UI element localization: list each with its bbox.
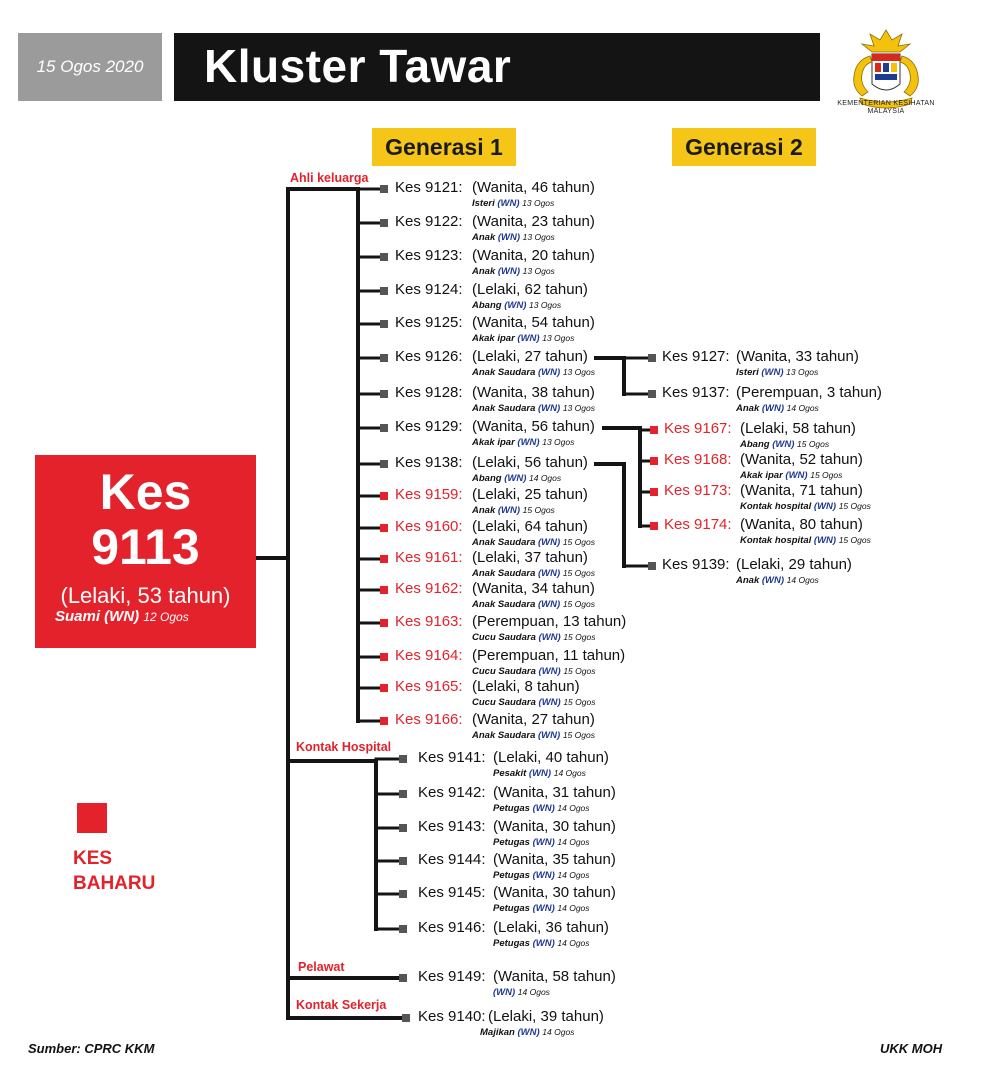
branch-label-coworker: Kontak Sekerja <box>296 998 387 1012</box>
case-nationality: (WN) <box>538 403 561 414</box>
case-date: 15 Ogos <box>838 535 871 545</box>
new-case-marker <box>380 653 388 661</box>
case-relation: Anak <box>736 575 760 586</box>
case-relation-line <box>493 803 590 814</box>
case-date: 15 Ogos <box>797 439 830 449</box>
case-date: 14 Ogos <box>557 938 590 948</box>
case-nationality: (WN) <box>497 266 521 277</box>
case-id: Kes 9121: <box>395 179 463 196</box>
case-relation: Abang <box>472 473 502 484</box>
case-id: Kes 9162: <box>395 580 463 597</box>
case-info: (Lelaki, 36 tahun) <box>493 919 609 936</box>
case-date: 14 Ogos <box>553 768 586 778</box>
case-info: (Wanita, 58 tahun) <box>493 968 616 985</box>
case-id: Kes 9126: <box>395 348 463 365</box>
case-nationality: (WN) <box>813 501 837 512</box>
case-id: Kes 9166: <box>395 711 463 728</box>
case-marker <box>380 424 388 432</box>
case-info: (Lelaki, 64 tahun) <box>472 518 588 535</box>
case-date: 15 Ogos <box>563 697 596 707</box>
case-nationality: (WN) <box>517 437 540 448</box>
case-relation-line <box>472 403 595 414</box>
case-relation: Cucu Saudara <box>472 697 536 708</box>
case-info: (Wanita, 20 tahun) <box>472 247 595 264</box>
case-relation: Kontak hospital <box>740 501 812 512</box>
case-marker <box>399 925 407 933</box>
case-relation: Majikan <box>480 1027 515 1038</box>
new-case-marker <box>380 555 388 563</box>
case-date: 15 Ogos <box>522 505 555 515</box>
case-marker <box>399 890 407 898</box>
case-marker <box>380 287 388 295</box>
case-id: Kes 9143: <box>418 818 486 835</box>
case-relation-line <box>472 437 574 448</box>
case-nationality: (WN) <box>538 666 561 677</box>
case-id: Kes 9167: <box>664 420 732 437</box>
case-relation-line <box>472 266 555 277</box>
case-relation: Isteri <box>736 367 759 378</box>
case-id: Kes 9144: <box>418 851 486 868</box>
case-id: Kes 9173: <box>664 482 732 499</box>
case-relation: Petugas <box>493 938 530 949</box>
case-relation-line <box>472 505 555 516</box>
case-id: Kes 9139: <box>662 556 730 573</box>
case-relation: Akak ipar <box>472 437 515 448</box>
case-relation-line <box>472 537 595 548</box>
case-marker <box>648 390 656 398</box>
case-nationality: (WN) <box>528 768 552 779</box>
case-info: (Lelaki, 27 tahun) <box>472 348 588 365</box>
case-relation-line <box>740 535 871 546</box>
case-relation-line <box>493 987 550 998</box>
case-relation-line <box>472 367 595 378</box>
case-info: (Lelaki, 56 tahun) <box>472 454 588 471</box>
case-info: (Wanita, 56 tahun) <box>472 418 595 435</box>
case-info: (Wanita, 54 tahun) <box>472 314 595 331</box>
case-id: Kes 9138: <box>395 454 463 471</box>
case-date: 14 Ogos <box>557 837 590 847</box>
case-relation: Pesakit <box>493 768 527 779</box>
case-relation-line <box>472 300 561 311</box>
case-date: 15 Ogos <box>562 537 595 547</box>
branch-label-visitor: Pelawat <box>298 960 345 974</box>
index-case-kes-label: Kes <box>99 464 192 520</box>
case-marker <box>402 1014 410 1022</box>
case-date: 15 Ogos <box>810 470 843 480</box>
index-case-relation <box>55 608 189 625</box>
case-nationality: (WN) <box>785 470 808 481</box>
case-relation: Petugas <box>493 837 530 848</box>
case-id: Kes 9160: <box>395 518 463 535</box>
case-info: (Lelaki, 62 tahun) <box>472 281 588 298</box>
case-info: (Lelaki, 40 tahun) <box>493 749 609 766</box>
case-nationality: (WN) <box>517 333 540 344</box>
case-date: 14 Ogos <box>517 987 550 997</box>
case-relation-line <box>472 473 561 484</box>
case-nationality: (WN) <box>538 568 561 579</box>
case-info: (Wanita, 23 tahun) <box>472 213 595 230</box>
case-date: 13 Ogos <box>562 367 595 377</box>
case-nationality: (WN) <box>761 575 785 586</box>
case-relation: Isteri <box>472 198 495 209</box>
case-nationality: (WN) <box>538 730 561 741</box>
case-relation-line <box>740 501 871 512</box>
case-info: (Wanita, 80 tahun) <box>740 516 863 533</box>
case-date: 15 Ogos <box>563 632 596 642</box>
case-marker <box>380 390 388 398</box>
case-nationality: (WN) <box>538 697 561 708</box>
ministry-line1: KEMENTERIAN KESIHATAN <box>837 100 935 107</box>
case-marker <box>380 253 388 261</box>
case-relation-line <box>736 575 819 586</box>
case-relation: Akak ipar <box>472 333 515 344</box>
index-case-date: 12 Ogos <box>143 610 189 624</box>
case-info: (Wanita, 30 tahun) <box>493 884 616 901</box>
case-relation-line <box>493 938 590 949</box>
case-info: (Lelaki, 39 tahun) <box>488 1008 604 1025</box>
case-relation: Akak ipar <box>740 470 783 481</box>
case-nationality: (WN) <box>493 987 516 998</box>
case-relation: Anak <box>472 232 496 243</box>
case-relation-line <box>740 439 829 450</box>
case-relation-line <box>740 470 842 481</box>
branch-label-family: Ahli keluarga <box>290 171 369 185</box>
case-id: Kes 9124: <box>395 281 463 298</box>
case-id: Kes 9149: <box>418 968 486 985</box>
case-info: (Lelaki, 58 tahun) <box>740 420 856 437</box>
new-case-marker <box>650 457 658 465</box>
case-info: (Wanita, 46 tahun) <box>472 179 595 196</box>
case-info: (Lelaki, 25 tahun) <box>472 486 588 503</box>
date-text: 15 Ogos 2020 <box>36 57 144 76</box>
case-marker <box>399 790 407 798</box>
case-date: 15 Ogos <box>562 730 595 740</box>
new-case-marker <box>650 426 658 434</box>
new-case-marker <box>380 492 388 500</box>
case-relation-line <box>480 1027 574 1038</box>
case-nationality: (WN) <box>532 870 555 881</box>
new-case-legend-text <box>73 846 193 896</box>
case-marker <box>399 755 407 763</box>
case-nationality: (WN) <box>813 535 837 546</box>
case-relation: Anak <box>736 403 760 414</box>
branch-label-hospital: Kontak Hospital <box>296 740 392 754</box>
case-marker <box>399 974 407 982</box>
case-id: Kes 9161: <box>395 549 463 566</box>
case-marker <box>380 185 388 193</box>
case-date: 13 Ogos <box>542 333 575 343</box>
case-nationality: (WN) <box>517 1027 540 1038</box>
case-id: Kes 9145: <box>418 884 486 901</box>
case-nationality: (WN) <box>532 903 555 914</box>
case-info: (Perempuan, 11 tahun) <box>472 647 626 664</box>
case-relation: Anak Saudara <box>472 730 536 741</box>
new-case-legend-square <box>77 803 107 833</box>
case-relation: Anak Saudara <box>472 599 536 610</box>
case-marker <box>380 219 388 227</box>
case-id: Kes 9137: <box>662 384 730 401</box>
case-relation-line <box>472 666 595 677</box>
case-info: (Lelaki, 37 tahun) <box>472 549 588 566</box>
case-nationality: (WN) <box>538 537 561 548</box>
case-id: Kes 9164: <box>395 647 463 664</box>
case-id: Kes 9123: <box>395 247 463 264</box>
case-nationality: (WN) <box>497 232 521 243</box>
case-id: Kes 9174: <box>664 516 732 533</box>
case-nationality: (WN) <box>497 198 520 209</box>
case-marker <box>380 320 388 328</box>
new-case-marker <box>380 717 388 725</box>
new-case-marker <box>380 619 388 627</box>
case-nationality: (WN) <box>772 439 795 450</box>
new-case-marker <box>380 524 388 532</box>
case-info: (Wanita, 31 tahun) <box>493 784 616 801</box>
case-id: Kes 9129: <box>395 418 463 435</box>
case-relation: Anak Saudara <box>472 403 536 414</box>
case-marker <box>399 824 407 832</box>
case-relation: Kontak hospital <box>740 535 812 546</box>
case-id: Kes 9125: <box>395 314 463 331</box>
case-relation-line <box>736 403 819 414</box>
case-nationality: (WN) <box>532 938 555 949</box>
case-nationality: (WN) <box>504 473 527 484</box>
case-relation: Abang <box>740 439 770 450</box>
case-date: 15 Ogos <box>563 666 596 676</box>
case-nationality: (WN) <box>761 367 784 378</box>
generation-2-label: Generasi 2 <box>672 128 816 166</box>
case-date: 15 Ogos <box>562 568 595 578</box>
case-date: 14 Ogos <box>542 1027 575 1037</box>
case-nationality: (WN) <box>504 300 527 311</box>
case-id: Kes 9128: <box>395 384 463 401</box>
case-relation-line <box>472 198 554 209</box>
source-credit: Sumber: CPRC KKM <box>28 1041 155 1056</box>
case-relation-line <box>472 632 595 643</box>
case-date: 15 Ogos <box>562 599 595 609</box>
case-info: (Wanita, 71 tahun) <box>740 482 863 499</box>
page-title: Kluster Tawar <box>204 40 512 92</box>
case-date: 13 Ogos <box>522 232 555 242</box>
case-info: (Wanita, 33 tahun) <box>736 348 859 365</box>
case-id: Kes 9141: <box>418 749 486 766</box>
case-relation: Anak <box>472 505 496 516</box>
new-case-marker <box>650 522 658 530</box>
legend-line2: BAHARU <box>73 873 156 894</box>
ministry-line2: MALAYSIA <box>867 108 905 115</box>
case-info: (Perempuan, 3 tahun) <box>736 384 882 401</box>
case-nationality: (WN) <box>761 403 785 414</box>
case-info: (Perempuan, 13 tahun) <box>472 613 627 630</box>
case-nationality: (WN) <box>532 803 555 814</box>
case-relation: Petugas <box>493 903 530 914</box>
case-date: 13 Ogos <box>786 367 819 377</box>
case-id: Kes 9163: <box>395 613 463 630</box>
case-info: (Wanita, 34 tahun) <box>472 580 595 597</box>
new-case-marker <box>650 488 658 496</box>
case-id: Kes 9168: <box>664 451 732 468</box>
case-date: 13 Ogos <box>542 437 575 447</box>
case-date: 13 Ogos <box>529 300 562 310</box>
index-case-info: (Lelaki, 53 tahun) <box>60 583 231 608</box>
case-relation: Petugas <box>493 870 530 881</box>
case-relation: Petugas <box>493 803 530 814</box>
case-marker <box>648 562 656 570</box>
case-date: 14 Ogos <box>529 473 562 483</box>
case-nationality: (WN) <box>532 837 555 848</box>
case-relation: Anak Saudara <box>472 568 536 579</box>
case-id: Kes 9142: <box>418 784 486 801</box>
case-info: (Wanita, 52 tahun) <box>740 451 863 468</box>
case-relation-line <box>472 599 595 610</box>
case-relation-line <box>493 870 590 881</box>
case-relation-line <box>472 730 595 741</box>
case-relation-line <box>472 697 595 708</box>
case-date: 14 Ogos <box>557 870 590 880</box>
case-date: 14 Ogos <box>786 403 819 413</box>
case-info: (Lelaki, 29 tahun) <box>736 556 852 573</box>
legend-line1: KES <box>73 848 113 869</box>
case-id: Kes 9159: <box>395 486 463 503</box>
case-info: (Wanita, 30 tahun) <box>493 818 616 835</box>
case-id: Kes 9122: <box>395 213 463 230</box>
case-info: (Wanita, 38 tahun) <box>472 384 595 401</box>
author-credit: UKK MOH <box>880 1041 943 1056</box>
case-marker <box>380 354 388 362</box>
case-info: (Wanita, 35 tahun) <box>493 851 616 868</box>
case-date: 15 Ogos <box>838 501 871 511</box>
case-relation: Anak <box>472 266 496 277</box>
case-date: 14 Ogos <box>557 803 590 813</box>
case-relation-line <box>472 568 595 579</box>
index-case-number: 9113 <box>91 519 200 575</box>
case-relation: Cucu Saudara <box>472 666 536 677</box>
case-nationality: (WN) <box>538 632 561 643</box>
case-date: 14 Ogos <box>557 903 590 913</box>
case-id: Kes 9140: <box>418 1008 486 1025</box>
case-id: Kes 9127: <box>662 348 730 365</box>
case-relation-line <box>472 333 574 344</box>
new-case-marker <box>380 586 388 594</box>
case-relation: Anak Saudara <box>472 537 536 548</box>
case-nationality: (WN) <box>497 505 521 516</box>
case-date: 13 Ogos <box>522 266 555 276</box>
case-marker <box>399 857 407 865</box>
case-date: 13 Ogos <box>522 198 555 208</box>
generation-1-label: Generasi 1 <box>372 128 516 166</box>
case-id: Kes 9165: <box>395 678 463 695</box>
case-relation: Cucu Saudara <box>472 632 536 643</box>
case-date: 14 Ogos <box>786 575 819 585</box>
index-case-box <box>35 455 256 648</box>
case-nationality: (WN) <box>538 367 561 378</box>
case-marker <box>380 460 388 468</box>
case-info: (Wanita, 27 tahun) <box>472 711 595 728</box>
new-case-marker <box>380 684 388 692</box>
index-case-relation-text: Suami (WN) <box>55 608 140 625</box>
case-relation: Abang <box>472 300 502 311</box>
case-nationality: (WN) <box>538 599 561 610</box>
case-relation-line <box>493 903 590 914</box>
case-relation-line <box>493 837 590 848</box>
case-relation-line <box>472 232 555 243</box>
case-relation: Anak Saudara <box>472 367 536 378</box>
case-relation-line <box>493 768 586 779</box>
case-info: (Lelaki, 8 tahun) <box>472 678 580 695</box>
case-id: Kes 9146: <box>418 919 486 936</box>
case-relation-line <box>736 367 818 378</box>
case-marker <box>648 354 656 362</box>
case-date: 13 Ogos <box>562 403 595 413</box>
